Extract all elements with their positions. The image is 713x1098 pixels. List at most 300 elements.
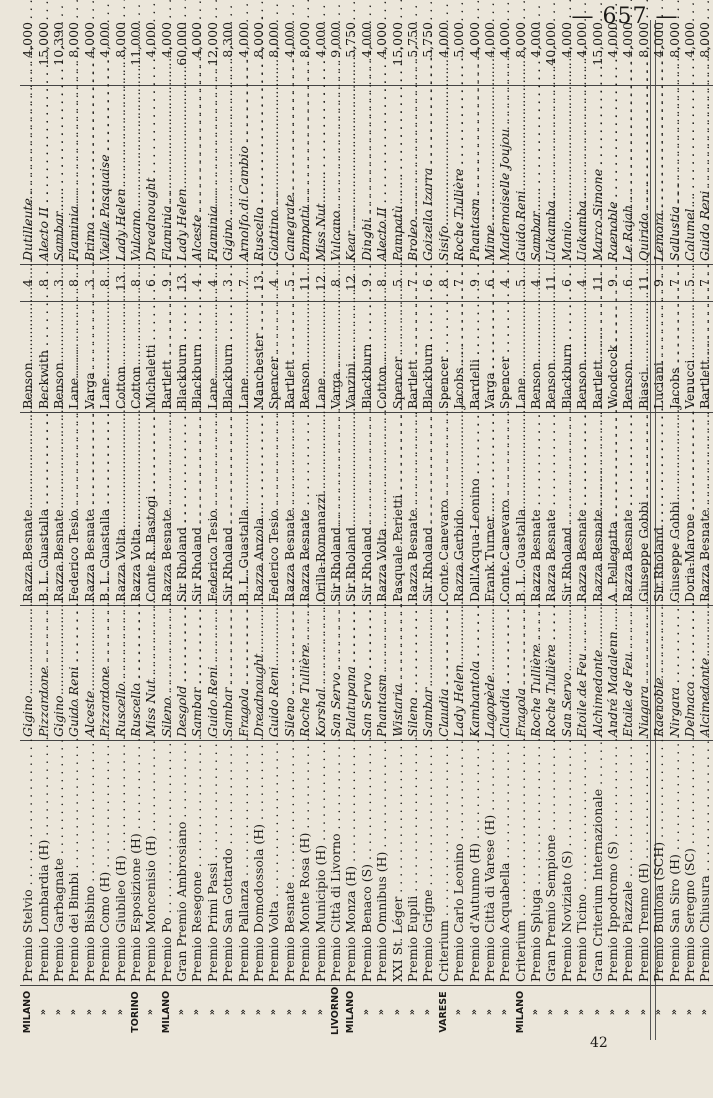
winner-cell: Delmaco . . . <box>682 606 697 741</box>
jockey-cell: Spencer . . . <box>436 302 451 413</box>
prize-cell: 4,000 <box>605 22 621 58</box>
winner-cell: Alceste . . . <box>82 606 97 741</box>
race-cell: Premio Pallanza . . . <box>235 741 250 986</box>
race-cell: Premio Monza (H) . . . <box>343 741 358 986</box>
table-row <box>128 19 143 1038</box>
race-cell: Premio Stelvio . . . <box>20 741 35 986</box>
jockey-cell: Spencer . . . <box>389 302 404 413</box>
prize-cell: 40,000 <box>543 22 559 66</box>
race-results-table <box>20 19 713 1038</box>
city-cell: » <box>174 986 189 1039</box>
city-cell: VARESE <box>436 986 451 1039</box>
jockey-cell: Blackburn . . . <box>220 302 235 413</box>
jockey-cell: Blackburn . . . <box>189 302 204 413</box>
age-cell: 6 <box>143 265 158 302</box>
age-cell: 6 <box>620 265 635 302</box>
age-cell: 4 <box>266 265 281 302</box>
second-cell: Dutilleute . . . <box>20 86 35 265</box>
owner-cell: Razza Volta . . . <box>374 413 389 606</box>
second-cell: Arnolfo di Cambio . . . <box>235 86 250 265</box>
table-row <box>97 19 112 1038</box>
winner-cell: Palatupana . . . <box>343 606 358 741</box>
owner-cell: B. L. Guastalla . . . <box>35 413 50 606</box>
prize-cell: 60,000 <box>174 22 190 66</box>
winner-cell: Fragola . . . <box>513 606 528 741</box>
age-cell: 7 <box>235 265 250 302</box>
prize-cell: 4,000 <box>681 22 697 58</box>
city-cell: » <box>82 986 97 1039</box>
age-cell: 13 <box>112 265 127 302</box>
winner-cell: Korshal . . . <box>312 606 327 741</box>
jockey-cell: Lane . . . <box>513 302 528 413</box>
owner-cell: Federico Tesio . . . <box>66 413 81 606</box>
age-cell: 3 <box>220 265 235 302</box>
age-cell: 4 <box>528 265 543 302</box>
table-row <box>482 19 497 1038</box>
second-cell: Lady Helen . . . <box>112 86 127 265</box>
race-cell: Premio Monte Rosa (H) . . . <box>297 741 312 986</box>
owner-cell: Razza Besnate . . . <box>697 413 712 606</box>
jockey-cell: Cotton . . . <box>112 302 127 413</box>
owner-cell: Giuseppe Gobbi . . . <box>666 413 681 606</box>
winner-cell: Etoile de Feu . . . <box>620 606 635 741</box>
age-cell: 4 <box>574 265 589 302</box>
owner-cell: Sir Rholand . . . <box>559 413 574 606</box>
city-cell: MILANO <box>513 986 528 1039</box>
city-cell: » <box>297 986 312 1039</box>
winner-cell: Niagara . . . <box>636 606 651 741</box>
city-cell: » <box>66 986 81 1039</box>
table-row <box>651 19 666 1038</box>
second-cell: Sambar . . . <box>51 86 66 265</box>
owner-cell: B. L. Guastalla . . . <box>97 413 112 606</box>
winner-cell: San Servo . . . <box>559 606 574 741</box>
prize-cell: 4,000 <box>358 22 374 58</box>
winner-cell: Sambar . . . <box>189 606 204 741</box>
city-cell: MILANO <box>20 986 35 1039</box>
age-cell: 9 <box>159 265 174 302</box>
prize-cell: 4,000 <box>558 22 574 58</box>
age-cell: 4 <box>20 265 35 302</box>
owner-cell: Sir Rholand . . . <box>420 413 435 606</box>
second-cell: Brimo . . . <box>82 86 97 265</box>
table-row <box>697 19 712 1038</box>
prize-cell: 8,000 <box>266 22 282 58</box>
age-cell: 3 <box>51 265 66 302</box>
second-cell: Goizello Izarra . . . <box>420 86 435 265</box>
city-cell: TORINO <box>128 986 143 1039</box>
owner-cell: Razza Besnate . . . <box>574 413 589 606</box>
prize-cell: 4,000 <box>312 22 328 58</box>
race-cell: Premio Primi Passi . . . <box>205 741 220 986</box>
second-cell: Giottino . . . <box>266 86 281 265</box>
race-cell: Premio Como (H) . . . <box>97 741 112 986</box>
city-cell: » <box>312 986 327 1039</box>
city-cell: » <box>574 986 589 1039</box>
table-row <box>528 19 543 1038</box>
prize-cell: 9,000 <box>328 22 343 58</box>
owner-cell: Conte Canevaro . . . <box>436 413 451 606</box>
age-cell: 9 <box>651 265 666 302</box>
race-cell: Premio Ippodromo (S) . . . <box>605 741 620 986</box>
second-cell: Dinghi . . . <box>359 86 374 265</box>
race-cell: Premio Seregno (SC) . . . <box>682 741 697 986</box>
jockey-cell: Spencer . . . <box>497 302 512 413</box>
prize-cell: 4,000 <box>158 22 174 58</box>
table-row <box>620 19 635 1038</box>
second-cell: Dreadnought . . . <box>143 86 158 265</box>
jockey-cell: Bartlett . . . <box>159 302 174 413</box>
race-cell: Premio Esposizione (H) . . . <box>128 741 143 986</box>
owner-cell: Conte R. Bastogi . . . <box>143 413 158 606</box>
owner-cell: Razza Besnate . . . <box>620 413 635 606</box>
second-cell: Pampatù . . . <box>389 86 404 265</box>
city-cell: » <box>651 986 666 1039</box>
race-cell: Criterium . . . <box>513 741 528 986</box>
city-cell: » <box>389 986 404 1039</box>
table-row <box>420 19 435 1038</box>
owner-cell: Razza Besnate . . . <box>297 413 312 606</box>
owner-cell: Giuseppe Gobbi . . . <box>636 413 651 606</box>
winner-cell: Miss Nut . . . <box>143 606 158 741</box>
jockey-cell: Spencer . . . <box>266 302 281 413</box>
second-cell: Sallustia . . . <box>666 86 681 265</box>
jockey-cell: Vanzini . . . <box>343 302 358 413</box>
jockey-cell: Beckwith . . . <box>35 302 50 413</box>
second-cell: Sambar . . . <box>528 86 543 265</box>
prize-cell: 5,750 <box>420 22 436 58</box>
prize-cell: 8,000 <box>297 22 313 58</box>
race-cell: Premio Città di Varese (H) . . . <box>482 741 497 986</box>
table-row <box>297 19 312 1038</box>
second-cell: Marco Simone . . . <box>589 86 604 265</box>
city-cell: » <box>235 986 250 1039</box>
age-cell: 7 <box>697 265 712 302</box>
owner-cell: Razza Volta . . . <box>128 413 143 606</box>
page-number: — 657 — <box>571 4 679 29</box>
second-cell: Raenoble . . . <box>605 86 620 265</box>
age-cell: 5 <box>389 265 404 302</box>
jockey-cell: Benson . . . <box>543 302 558 413</box>
winner-cell: Roche Tullière . . . <box>297 606 312 741</box>
race-cell: Premio Garbagnate . . . <box>51 741 66 986</box>
winner-cell: Guido Reni . . . <box>205 606 220 741</box>
winner-cell: André Madalenn . . . <box>605 606 620 741</box>
owner-cell: Razza Besnate . . . <box>405 413 420 606</box>
winner-cell: Sambar . . . <box>220 606 235 741</box>
city-cell: » <box>97 986 112 1039</box>
winner-cell: Wistaria . . . <box>389 606 404 741</box>
city-cell: » <box>112 986 127 1039</box>
winner-cell: Sileno . . . <box>282 606 297 741</box>
winner-cell: Guido Reni . . . <box>66 606 81 741</box>
prize-cell: 8,000 <box>112 22 128 58</box>
prize-cell: 15,000 <box>589 22 605 66</box>
winner-cell: Gigino . . . <box>51 606 66 741</box>
table-row <box>159 19 174 1038</box>
winner-cell: Sileno . . . <box>159 606 174 741</box>
prize-cell: 8,300 <box>220 22 236 58</box>
winner-cell: San Servo . . . <box>359 606 374 741</box>
race-cell: Criterium . . . <box>436 741 451 986</box>
city-cell: MILANO <box>343 986 358 1039</box>
owner-cell: Sir Rholand . . . <box>220 413 235 606</box>
age-cell: 5 <box>513 265 528 302</box>
age-cell: 7 <box>451 265 466 302</box>
winner-cell: Roche Tullière . . . <box>543 606 558 741</box>
age-cell: 13 <box>174 265 189 302</box>
jockey-cell: Bardelli . . . <box>466 302 481 413</box>
prize-cell: 8,000 <box>512 22 528 58</box>
age-cell: 4 <box>205 265 220 302</box>
winner-cell: Nirgara . . . <box>666 606 681 741</box>
winner-cell: Raenoble . . . <box>651 606 666 741</box>
race-cell: Premio San Siro (H) . . . <box>666 741 681 986</box>
table-row <box>466 19 481 1038</box>
table-row <box>451 19 466 1038</box>
city-cell: » <box>359 986 374 1039</box>
city-cell: » <box>666 986 681 1039</box>
age-cell: 11 <box>589 265 604 302</box>
table-row <box>220 19 235 1038</box>
jockey-cell: Lane . . . <box>312 302 327 413</box>
owner-cell: B. L. Guastalla . . . <box>513 413 528 606</box>
second-cell: Pampatù . . . <box>297 86 312 265</box>
race-cell: Premio Eupili . . . <box>405 741 420 986</box>
winner-cell: Lagopède . . . <box>482 606 497 741</box>
winner-cell: Lady Helen . . . <box>451 606 466 741</box>
second-cell: Flaminia . . . <box>205 86 220 265</box>
table-row <box>112 19 127 1038</box>
second-cell: Vieille Pasquaise . . . <box>97 86 112 265</box>
jockey-cell: Benson . . . <box>297 302 312 413</box>
age-cell: 8 <box>328 265 343 302</box>
age-cell: 7 <box>405 265 420 302</box>
prize-cell: 8,000 <box>697 22 713 58</box>
race-cell: Premio d'Autunno (H) . . . <box>466 741 481 986</box>
jockey-cell: Benson . . . <box>20 302 35 413</box>
race-cell: Gran Premio Ambrosiano . . . <box>174 741 189 986</box>
table-row <box>343 19 358 1038</box>
table-row <box>682 19 697 1038</box>
prize-cell: 15,000 <box>35 22 51 66</box>
age-cell: 11 <box>543 265 558 302</box>
table-row <box>282 19 297 1038</box>
prize-cell: 4,000 <box>497 22 513 58</box>
race-cell: Premio Spluga . . . <box>528 741 543 986</box>
owner-cell: A. Pellegatta . . . <box>605 413 620 606</box>
second-cell: Flaminia . . . <box>159 86 174 265</box>
winner-cell: Pizzardone . . . <box>97 606 112 741</box>
table-row <box>559 19 574 1038</box>
second-cell: Lemora . . . <box>651 86 666 265</box>
prize-cell: 4,000 <box>620 22 636 58</box>
owner-cell: Frank Turner . . . <box>482 413 497 606</box>
age-cell: 7 <box>666 265 681 302</box>
race-cell: Premio Benaco (S) . . . <box>359 741 374 986</box>
city-cell: » <box>189 986 204 1039</box>
table-row <box>605 19 620 1038</box>
winner-cell: Sambar . . . <box>420 606 435 741</box>
second-cell: Guido Reni . . . <box>697 86 712 265</box>
race-cell: Premio Domodossola (H) . . . <box>251 741 266 986</box>
race-cell: Premio Po . . . <box>159 741 174 986</box>
jockey-cell: Blackburn . . . <box>174 302 189 413</box>
age-cell: 4 <box>189 265 204 302</box>
jockey-cell: Bartlett . . . <box>697 302 712 413</box>
prize-cell: 8,000 <box>66 22 82 58</box>
owner-cell: Conte Canevaro . . . <box>497 413 512 606</box>
owner-cell: Razza Gerbido . . . <box>451 413 466 606</box>
age-cell: 6 <box>482 265 497 302</box>
jockey-cell: Lane . . . <box>205 302 220 413</box>
footer-number: 42 <box>590 1035 608 1051</box>
table-row <box>251 19 266 1038</box>
prize-cell: 4,000 <box>466 22 482 58</box>
race-cell: Premio Resegone . . . <box>189 741 204 986</box>
jockey-cell: Bartlett . . . <box>405 302 420 413</box>
winner-cell: Claudia . . . <box>436 606 451 741</box>
city-cell: » <box>420 986 435 1039</box>
race-cell: Premio Noviziato (S) . . . <box>559 741 574 986</box>
city-cell: » <box>605 986 620 1039</box>
prize-cell: 8,000 <box>666 22 682 58</box>
race-cell: Premio Città di Livorno . . . <box>328 741 343 986</box>
winner-cell: Ruscello . . . <box>128 606 143 741</box>
jockey-cell: Benson . . . <box>620 302 635 413</box>
race-cell: Premio San Gottardo . . . <box>220 741 235 986</box>
table-row <box>189 19 204 1038</box>
city-cell: » <box>266 986 281 1039</box>
jockey-cell: Jacobs . . . <box>451 302 466 413</box>
owner-cell: Razza Besnate . . . <box>528 413 543 606</box>
race-cell: Premio Piazzale . . . <box>620 741 635 986</box>
table-row <box>82 19 97 1038</box>
second-cell: Miss Nut . . . <box>312 86 327 265</box>
second-cell: Mademoiselle Joujou . . . <box>497 86 512 265</box>
table-row <box>235 19 250 1038</box>
age-cell: 9 <box>359 265 374 302</box>
age-cell: 8 <box>97 265 112 302</box>
city-cell: » <box>589 986 604 1039</box>
owner-cell: Razza Besnate . . . <box>51 413 66 606</box>
jockey-cell: Luciani . . . <box>651 302 666 413</box>
jockey-cell: Varga . . . <box>82 302 97 413</box>
jockey-cell: Bartlett . . . <box>282 302 297 413</box>
owner-cell: Razza Besnate . . . <box>282 413 297 606</box>
owner-cell: Razza Besnate . . . <box>543 413 558 606</box>
age-cell: 5 <box>282 265 297 302</box>
prize-cell: 4,000 <box>143 22 159 58</box>
race-cell: Premio dei Bimbi . . . <box>66 741 81 986</box>
table-row <box>359 19 374 1038</box>
table-row <box>636 19 651 1038</box>
race-cell: Premio Trenno (H) . . . <box>636 741 651 986</box>
second-cell: Alecto II . . . <box>374 86 389 265</box>
winner-cell: Etoile de Feu . . . <box>574 606 589 741</box>
table-row <box>513 19 528 1038</box>
age-cell: 4 <box>497 265 512 302</box>
jockey-cell: Biasci . . . <box>636 302 651 413</box>
winner-cell: Guido Reni . . . <box>266 606 281 741</box>
city-cell: » <box>620 986 635 1039</box>
second-cell: Alceste . . . <box>189 86 204 265</box>
second-cell: Phantasm . . . <box>466 86 481 265</box>
age-cell: 11 <box>636 265 651 302</box>
second-cell: Alecto II . . . <box>35 86 50 265</box>
race-cell: XXI St. Léger . . . <box>389 741 404 986</box>
age-cell: 9 <box>605 265 620 302</box>
table-row <box>436 19 451 1038</box>
race-cell: Premio Grigne . . . <box>420 741 435 986</box>
owner-cell: Razza Besnate . . . <box>20 413 35 606</box>
race-cell: Premio Besnate . . . <box>282 741 297 986</box>
second-cell: Uakamba . . . <box>543 86 558 265</box>
table-row <box>497 19 512 1038</box>
jockey-cell: Lane . . . <box>235 302 250 413</box>
second-cell: Mime . . . <box>482 86 497 265</box>
owner-cell: Sir Rholand . . . <box>343 413 358 606</box>
owner-cell: Razza Volta . . . <box>112 413 127 606</box>
age-cell: 5 <box>682 265 697 302</box>
race-cell: Premio Municipio (H) . . . <box>312 741 327 986</box>
prize-cell: 5,750 <box>343 22 359 58</box>
city-cell: » <box>51 986 66 1039</box>
age-cell: 8 <box>35 265 50 302</box>
race-cell: Premio Chiusura . . . <box>697 741 712 986</box>
owner-cell: Sir Rholand . . . <box>651 413 666 606</box>
second-cell: Roche Tullière . . . <box>451 86 466 265</box>
winner-cell: Sileno . . . <box>405 606 420 741</box>
race-cell: Premio Acquabella . . . <box>497 741 512 986</box>
prize-cell: 4,000 <box>81 22 97 58</box>
owner-cell: Orilla-Romanazzi . . . <box>312 413 327 606</box>
age-cell: 9 <box>466 265 481 302</box>
prize-cell: 11,000 <box>127 22 143 66</box>
table-row <box>312 19 327 1038</box>
race-cell: Gran Premio Sempione . . . <box>543 741 558 986</box>
owner-cell: Federico Tesio . . . <box>266 413 281 606</box>
winner-cell: Kambantola . . . <box>466 606 481 741</box>
jockey-cell: Varga . . . <box>482 302 497 413</box>
jockey-cell: Blackburn . . . <box>559 302 574 413</box>
city-cell: » <box>497 986 512 1039</box>
table-row <box>51 19 66 1038</box>
prize-cell: 15,000 <box>389 22 405 66</box>
winner-cell: Roche Tullière . . . <box>528 606 543 741</box>
prize-cell: 4,000 <box>20 22 36 58</box>
age-cell: 13 <box>251 265 266 302</box>
prize-cell: 10,390 <box>50 22 66 66</box>
race-cell: Premio Carlo Leonino . . . <box>451 741 466 986</box>
prize-cell: 5,000 <box>451 22 467 58</box>
city-cell: » <box>682 986 697 1039</box>
city-cell: » <box>528 986 543 1039</box>
race-cell: Premio Omnibus (H) . . . <box>374 741 389 986</box>
jockey-cell: Cotton . . . <box>374 302 389 413</box>
owner-cell: Sir Rholand . . . <box>328 413 343 606</box>
jockey-cell: Blackburn . . . <box>420 302 435 413</box>
owner-cell: Razza Besnate . . . <box>82 413 97 606</box>
second-cell: Vulcano . . . <box>328 86 343 265</box>
jockey-cell: Blackburn . . . <box>359 302 374 413</box>
prize-cell: 4,000 <box>235 22 251 58</box>
age-cell: 6 <box>420 265 435 302</box>
table-row <box>20 19 35 1038</box>
table-row <box>35 19 50 1038</box>
jockey-cell: Bartlett . . . <box>589 302 604 413</box>
prize-cell: 4,000 <box>435 22 451 58</box>
